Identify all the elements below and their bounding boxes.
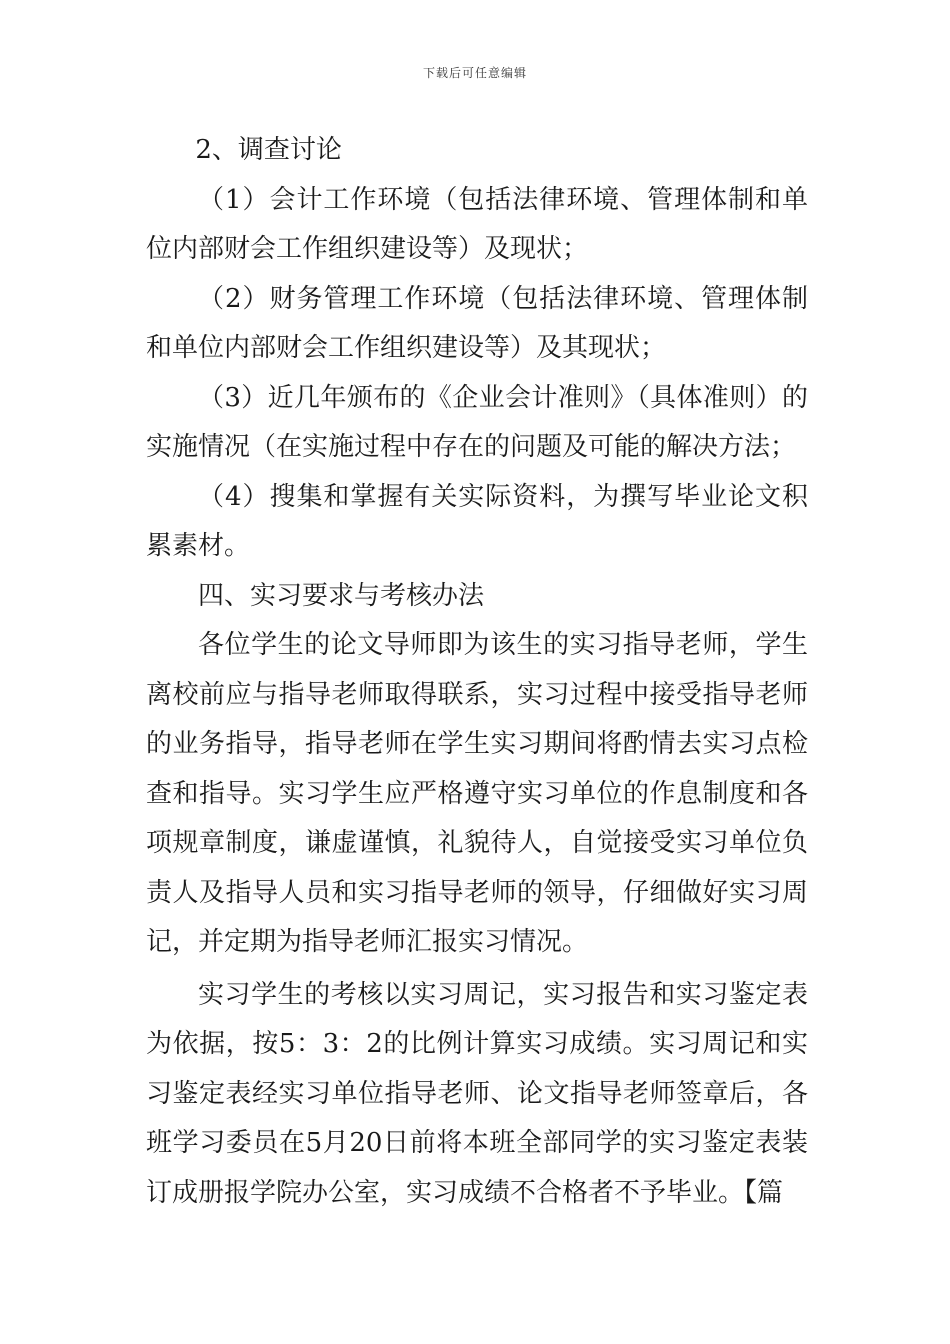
- paragraph-item-4: （4）搜集和掌握有关实际资料，为撰写毕业论文积累素材。: [146, 481, 808, 561]
- section-heading-survey: 2、调查讨论: [195, 135, 342, 165]
- paragraph-assessment: 实习学生的考核以实习周记，实习报告和实习鉴定表为依据，按5：3：2的比例计算实习成绩。实习周记和实习鉴定表经实习单位指导老师、论文指导老师签章后，各班学习委员在5月20日前将本班全部同学的实习鉴定表装订成册报学院办公室，实习成绩不合格者不予毕业。【篇: [146, 979, 808, 1208]
- paragraph-item-3: （3）近几年颁布的《企业会计准则》（具体准则）的实施情况（在实施过程中存在的问题及可能的解决方法；: [146, 382, 808, 462]
- document-body: [146, 126, 808, 1218]
- page-header-note: 下载后可任意编辑: [422, 66, 527, 80]
- paragraph-item-1: （1）会计工作环境（包括法律环境、管理体制和单位内部财会工作组织建设等）及现状；: [146, 184, 808, 264]
- paragraph-instructor: 各位学生的论文导师即为该生的实习指导老师，学生离校前应与指导老师取得联系，实习过程中接受指导老师的业务指导，指导老师在学生实习期间将酌情去实习点检查和指导。实习学生应严格遵守实习单位的作息制度和各项规章制度，谦虚谨慎，礼貌待人，自觉接受实习单位负责人及指导人员和实习指导老师的领导，仔细做好实习周记，并定期为指导老师汇报实习情况。: [146, 630, 808, 957]
- paragraph-item-2: （2）财务管理工作环境（包括法律环境、管理体制和单位内部财会工作组织建设等）及其现状；: [146, 283, 808, 363]
- section-heading-requirements: 四、实习要求与考核办法: [198, 580, 485, 611]
